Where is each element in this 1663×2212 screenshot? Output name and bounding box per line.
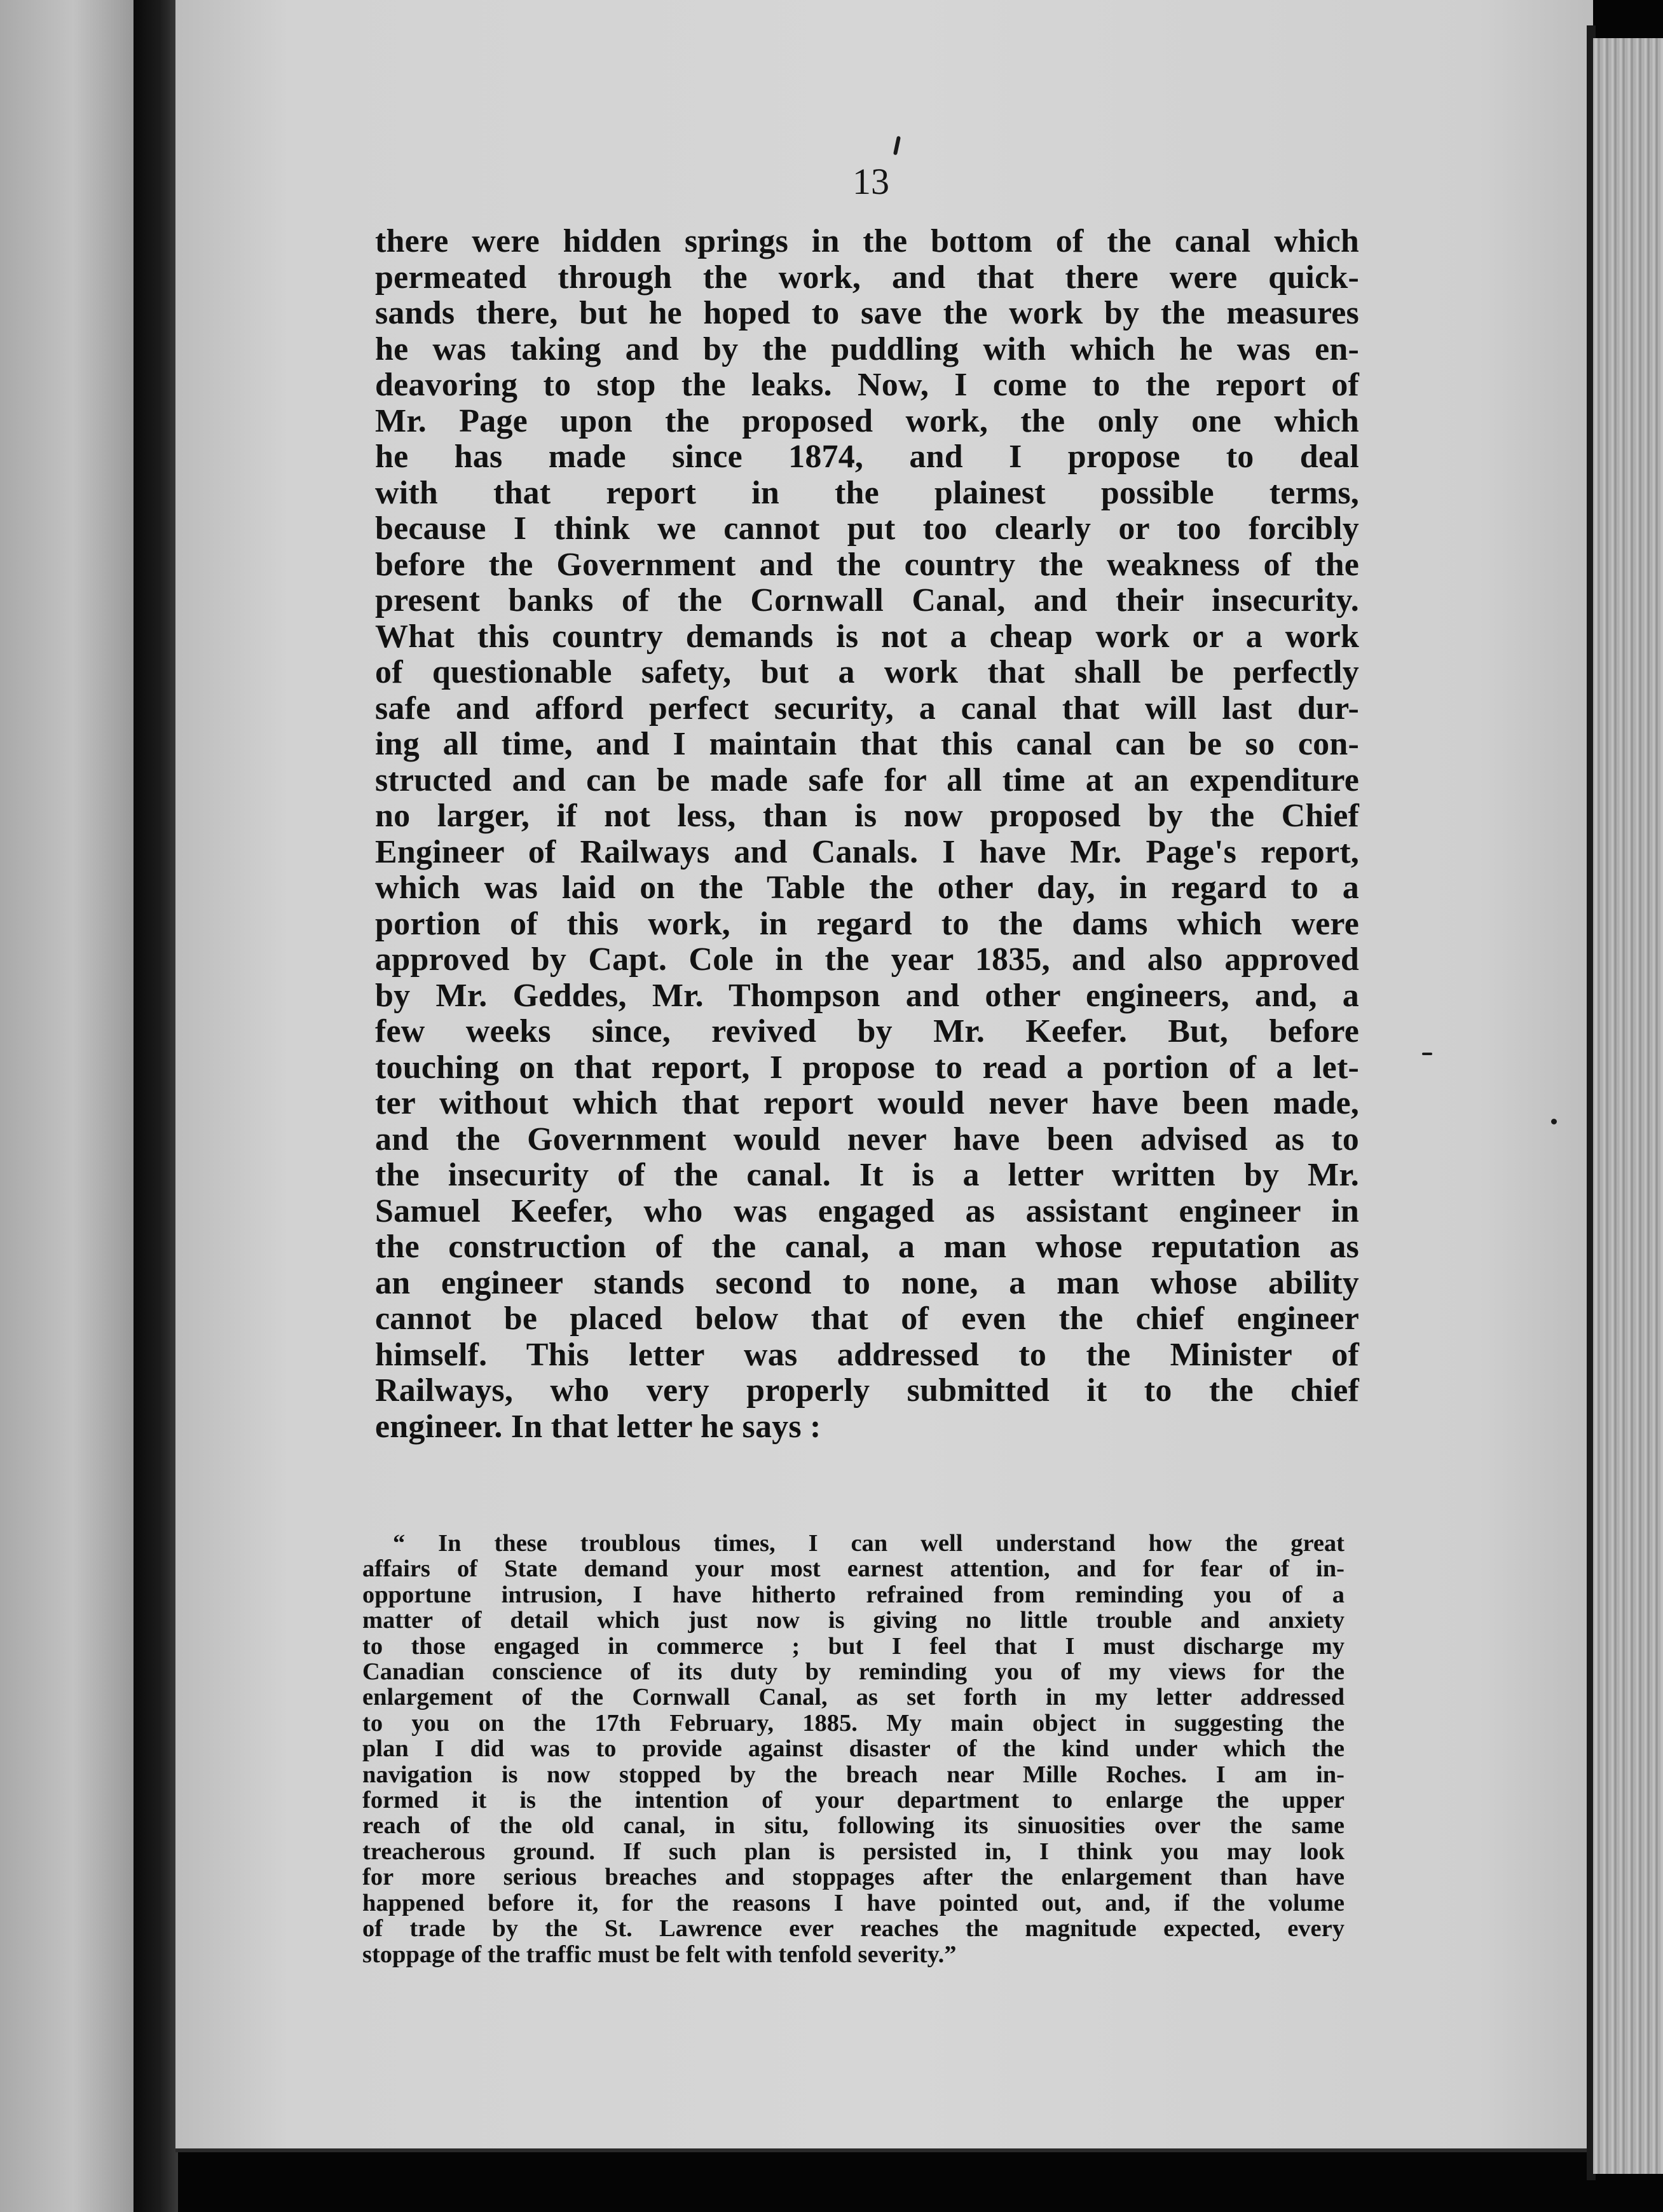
text-line: before the Government and the country the weakness of the xyxy=(375,546,1359,583)
text-line: portion of this work, in regard to the dams which were xyxy=(375,905,1359,942)
block-quote xyxy=(362,1531,1345,1967)
quote-line: of trade by the St. Lawrence ever reaches the magnitude expected, every xyxy=(362,1915,1345,1942)
text-line: which was laid on the Table the other day, in regard to a xyxy=(375,870,1359,906)
text-line: he has made since 1874, and I propose to deal xyxy=(375,439,1359,475)
text-line: cannot be placed below that of even the chief engineer xyxy=(375,1301,1359,1337)
text-line: structed and can be made safe for all time at an expenditure xyxy=(375,761,1359,798)
quote-line: opportune intrusion, I have hitherto refrained from reminding you of a xyxy=(362,1581,1345,1608)
facing-page-edge xyxy=(0,0,133,2212)
text-line: the insecurity of the canal. It is a letter written by Mr. xyxy=(375,1157,1359,1193)
text-line: the construction of the canal, a man whose reputation as xyxy=(375,1229,1359,1265)
quote-line: reach of the old canal, in situ, following its sinuosities over the same xyxy=(362,1812,1345,1840)
scan-speck xyxy=(1422,1053,1432,1055)
quote-line: stoppage of the traffic must be felt with tenfold severity.” xyxy=(362,1941,957,1968)
text-line: safe and afford perfect security, a canal that will last dur- xyxy=(375,690,1359,727)
quote-line: affairs of State demand your most earnest attention, and for fear of in- xyxy=(362,1555,1345,1583)
text-line: What this country demands is not a cheap work or a work xyxy=(375,618,1359,655)
quote-line: formed it is the intention of your department to enlarge the upper xyxy=(362,1787,1345,1814)
quote-line: matter of detail which just now is giving no little trouble and anxiety xyxy=(362,1607,1345,1634)
text-line: and the Government would never have been advised as to xyxy=(375,1121,1359,1157)
quote-line: happened before it, for the reasons I have pointed out, and, if the volume xyxy=(362,1889,1345,1916)
text-line: sands there, but he hoped to save the work by the measures xyxy=(375,295,1359,331)
text-line: because I think we cannot put too clearly or too forcibly xyxy=(375,510,1359,547)
text-line: of questionable safety, but a work that shall be perfectly xyxy=(375,654,1359,690)
page-stack-edges xyxy=(1593,38,1663,2174)
body-paragraph xyxy=(375,224,1359,1445)
text-line: engineer. In that letter he says : xyxy=(375,1408,821,1445)
text-line: present banks of the Cornwall Canal, and their insecurity. xyxy=(375,582,1359,618)
text-line: Samuel Keefer, who was engaged as assistant engineer in xyxy=(375,1192,1359,1229)
quote-line: enlargement of the Cornwall Canal, as set forth in my letter addressed xyxy=(362,1684,1345,1711)
quote-line: treacherous ground. If such plan is persisted in, I think you may look xyxy=(362,1838,1345,1865)
quote-line: to you on the 17th February, 1885. My main object in suggesting the xyxy=(362,1709,1345,1737)
text-line: ter without which that report would never have been made, xyxy=(375,1085,1359,1121)
quote-line: to those engaged in commerce ; but I feel that I must discharge my xyxy=(362,1632,1345,1660)
page-number: 13 xyxy=(852,161,889,202)
text-line: Engineer of Railways and Canals. I have Mr. Page's report, xyxy=(375,833,1359,870)
text-line: by Mr. Geddes, Mr. Thompson and other engineers, and, a xyxy=(375,977,1359,1014)
text-line: with that report in the plainest possible terms, xyxy=(375,474,1359,511)
text-line: touching on that report, I propose to read a portion of a let- xyxy=(375,1049,1359,1086)
quote-line: for more serious breaches and stoppages after the enlargement than have xyxy=(362,1864,1345,1891)
text-line: himself. This letter was addressed to the Minister of xyxy=(375,1336,1359,1373)
quote-line: navigation is now stopped by the breach near Mille Roches. I am in- xyxy=(362,1761,1345,1788)
text-line: an engineer stands second to none, a man whose ability xyxy=(375,1264,1359,1301)
text-line: he was taking and by the puddling with which he was en- xyxy=(375,331,1359,367)
text-line: deavoring to stop the leaks. Now, I come to the report of xyxy=(375,367,1359,403)
gutter-shadow xyxy=(133,0,178,2212)
text-line: permeated through the work, and that there were quick- xyxy=(375,259,1359,296)
text-line: approved by Capt. Cole in the year 1835, and also approved xyxy=(375,941,1359,978)
text-line: few weeks since, revived by Mr. Keefer. But, before xyxy=(375,1013,1359,1049)
quote-line: plan I did was to provide against disaster of the kind under which the xyxy=(362,1735,1345,1763)
quote-line: Canadian conscience of its duty by reminding you of my views for the xyxy=(362,1658,1345,1686)
text-line: Railways, who very properly submitted it to the chief xyxy=(375,1372,1359,1409)
text-line: there were hidden springs in the bottom of the canal which xyxy=(375,223,1359,259)
scan-speck xyxy=(1551,1119,1557,1124)
text-line: ing all time, and I maintain that this canal can be so con- xyxy=(375,726,1359,762)
text-line: no larger, if not less, than is now proposed by the Chief xyxy=(375,798,1359,834)
quote-line: “ In these troublous times, I can well understand how the great xyxy=(393,1530,1345,1557)
text-line: Mr. Page upon the proposed work, the only one which xyxy=(375,402,1359,439)
